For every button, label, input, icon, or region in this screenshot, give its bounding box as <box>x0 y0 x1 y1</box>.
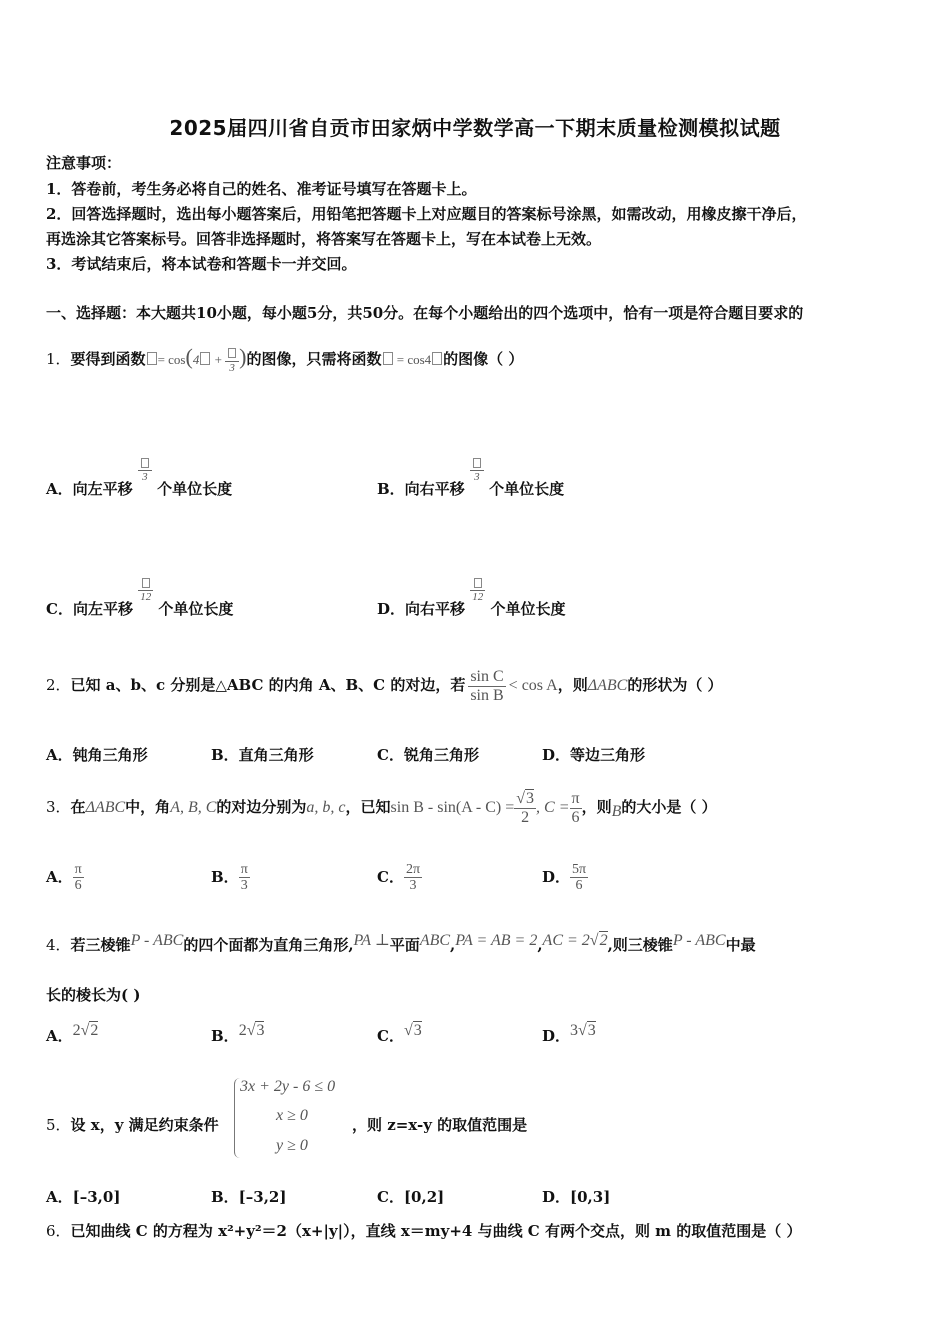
question-2 <box>46 668 723 704</box>
q1-text-post: 的图像（ ） <box>443 350 524 368</box>
q3-d-den: 6 <box>575 878 583 894</box>
q4-text-3: 平面 <box>389 936 420 954</box>
q4-b-coef: 2 <box>238 1022 247 1039</box>
notice-item-2b: 再选涂其它答案标号。回答非选择题时，将答案写在答题卡上，写在本试卷上无效。 <box>46 230 602 248</box>
q3-a-den: 6 <box>74 878 82 894</box>
q1-c-unit: 个单位长度 <box>158 600 234 619</box>
q3-text-2: 中，角 <box>125 798 171 817</box>
q3-d-num: 5π <box>572 862 587 877</box>
q2-text: 已知 a、b、c 分别是△ABC 的内角 A、B、C 的对边，若 <box>70 676 466 695</box>
q2-option-c[interactable]: C．锐角三角形 <box>377 746 479 764</box>
q3-var-b: B <box>611 803 622 821</box>
q1-d-den: 12 <box>472 591 484 604</box>
q1-cos: = cos <box>157 352 186 367</box>
q2-text-mid: ，则 <box>557 676 588 695</box>
section-1-heading: 一、选择题：本大题共10小题，每小题5分，共50分。在每个小题给出的四个选项中，恰有一项是符合题目要求的 <box>46 304 804 322</box>
q3-d-label: D． <box>542 867 571 886</box>
q1-a-label: A．向左平移 <box>46 480 133 499</box>
q4-condition-2: AC = 2 <box>542 932 590 949</box>
q4-a-root: 2 <box>90 1022 99 1039</box>
q3-text-1: 在 <box>70 798 86 817</box>
q1-frac-den: 3 <box>229 361 235 374</box>
q4-b-root: 3 <box>256 1022 265 1039</box>
q4-b-label: B． <box>211 1027 239 1045</box>
q1-c-den: 12 <box>140 591 152 604</box>
q3-b-den: 3 <box>240 878 248 894</box>
q1-cos4: = cos4 <box>393 352 432 367</box>
placeholder-box-icon <box>141 458 149 468</box>
q4-plane: ABC <box>419 932 451 949</box>
q4-option-a[interactable]: A．2√2 <box>46 1022 99 1045</box>
q4-c-root: 3 <box>413 1022 422 1039</box>
q5-option-d[interactable]: D．[0,3] <box>542 1188 611 1206</box>
question-1: 1．要得到函数 = cos(4 + 3 )的图像，只需将函数 = cos4 的图像（ ） <box>46 344 524 374</box>
q4-perp: PA ⊥ <box>353 932 390 949</box>
q2-frac-den: sin B <box>470 686 504 704</box>
question-number: 1． <box>46 350 71 368</box>
q4-d-root: 3 <box>587 1022 596 1039</box>
q1-a-unit: 个单位长度 <box>157 480 233 499</box>
q5-constraint-1: 3x + 2y - 6 ≤ 0 <box>240 1078 336 1095</box>
q4-option-c[interactable]: C．√3 <box>377 1022 422 1045</box>
q3-sides: a, b, c <box>306 799 346 817</box>
q1-text-pre: 要得到函数 <box>70 350 146 368</box>
q3-b-num: π <box>240 862 248 877</box>
q1-b-unit: 个单位长度 <box>489 480 565 499</box>
placeholder-box-icon <box>383 352 393 365</box>
placeholder-box-icon <box>474 578 482 588</box>
q3-a-label: A． <box>46 867 73 886</box>
q3-b-label: B． <box>211 867 239 886</box>
question-number: 5． <box>46 1116 71 1134</box>
q1-d-label: D．向右平移 <box>377 600 466 619</box>
q1-text-mid: 的图像，只需将函数 <box>246 350 382 368</box>
q3-c-def: , C = <box>536 799 570 817</box>
q5-text-1: 设 x，y 满足约束条件 <box>70 1116 219 1134</box>
notice-item-3: 3．考试结束后，将本试卷和答题卡一并交回。 <box>46 255 357 273</box>
question-number: 6． <box>46 1222 71 1240</box>
question-5 <box>46 1114 219 1135</box>
q2-option-d[interactable]: D．等边三角形 <box>542 746 646 764</box>
q3-c-den: 3 <box>409 878 417 894</box>
q1-plus: + <box>211 352 226 367</box>
question-number: 3． <box>46 798 71 817</box>
q1-a-den: 3 <box>142 471 148 484</box>
question-6 <box>46 1220 802 1241</box>
q2-option-a[interactable]: A．钝角三角形 <box>46 746 148 764</box>
q4-text-2: 的四个面都为直角三角形, <box>183 936 354 954</box>
q3-option-a[interactable] <box>46 862 84 894</box>
q3-triangle: ΔABC <box>85 799 126 817</box>
q5-option-a[interactable]: A．[–3,0] <box>46 1188 121 1206</box>
q1-option-c[interactable] <box>46 578 233 619</box>
q2-frac-num: sin C <box>470 668 504 685</box>
q5-text-2: ，则 z=x-y 的取值范围是 <box>352 1116 528 1134</box>
q3-den-2: 2 <box>521 808 530 826</box>
q3-c-num: 2π <box>405 862 421 877</box>
q3-a-num: π <box>74 862 82 877</box>
placeholder-box-icon <box>147 352 157 365</box>
q3-option-d[interactable] <box>542 862 588 894</box>
q4-text-5: 中最 <box>725 936 756 954</box>
q4-text-1: 若三棱锥 <box>70 936 131 954</box>
q4-condition-1: PA = AB = 2 <box>455 932 538 949</box>
q3-text-6: 的大小是（ ） <box>621 798 717 817</box>
q4-pyramid: P - ABC <box>130 932 184 949</box>
q5-option-b[interactable]: B．[–3,2] <box>211 1188 287 1206</box>
q4-d-coef: 3 <box>570 1022 579 1039</box>
question-4: 4．若三棱锥P - ABC的四个面都为直角三角形,PA ⊥平面ABC,PA = AB = 2,AC = 2√2,则三棱锥P - ABC中最 <box>46 932 756 954</box>
q1-option-b[interactable] <box>377 458 564 499</box>
q1-option-a[interactable] <box>46 458 232 499</box>
notice-item-2a: 2．回答选择题时，选出每小题答案后，用铅笔把答题卡上对应题目的答案标号涂黑，如需改动，用橡皮擦干净后， <box>46 205 807 223</box>
placeholder-box-icon <box>200 352 210 365</box>
q4-d-label: D． <box>542 1027 571 1045</box>
question-3: 3．在ΔABC中，角A, B, C的对边分别为a, b, c，已知sin B - sin(A - C) = $\frac{√3}{2}$ , C = $\frac{\pi}{6}$ ，则B的大小是（ ） <box>46 790 717 826</box>
q3-sqrt-num: 3 <box>526 790 535 807</box>
q3-text-4: ，已知 <box>345 798 391 817</box>
page-title: 2025届四川省自贡市田家炳中学数学高一下期末质量检测模拟试题 <box>169 116 781 140</box>
q1-b-den: 3 <box>474 471 480 484</box>
placeholder-box-icon <box>473 458 481 468</box>
q3-den-6: 6 <box>571 808 580 826</box>
q4-option-d[interactable]: D．3√3 <box>542 1022 596 1045</box>
q3-angles: A, B, C <box>170 799 217 817</box>
q4-condition-2-root: 2 <box>599 932 608 949</box>
q1-d-unit: 个单位长度 <box>490 600 566 619</box>
question-number: 2． <box>46 676 71 695</box>
placeholder-box-icon <box>142 578 150 588</box>
q3-option-c[interactable] <box>377 862 422 894</box>
q4-pyramid-2: P - ABC <box>672 932 726 949</box>
q5-constraint-2: x ≥ 0 <box>276 1107 308 1124</box>
q4-a-coef: 2 <box>72 1022 81 1039</box>
notice-item-1: 1．答卷前，考生务必将自己的姓名、准考证号填写在答题卡上。 <box>46 180 477 198</box>
question-number: 4． <box>46 936 71 954</box>
q4-text-4: ,则三棱锥 <box>607 936 673 954</box>
q2-relation: < cos A <box>508 677 558 695</box>
q4-c-label: C． <box>377 1027 404 1045</box>
placeholder-box-icon <box>432 352 442 365</box>
q2-text-post: 的形状为（ ） <box>627 676 723 695</box>
q3-c-label: C． <box>377 867 404 886</box>
q5-option-c[interactable]: C．[0,2] <box>377 1188 445 1206</box>
q2-triangle: ΔABC <box>587 677 628 695</box>
q2-option-b[interactable]: B．直角三角形 <box>211 746 314 764</box>
q5-constraint-3: y ≥ 0 <box>276 1137 308 1154</box>
q4-a-label: A． <box>46 1027 73 1045</box>
q3-text-3: 的对边分别为 <box>216 798 307 817</box>
notice-heading: 注意事项： <box>46 154 122 172</box>
placeholder-box-icon <box>228 348 236 358</box>
q1-b-label: B．向右平移 <box>377 480 465 499</box>
q1-c-label: C．向左平移 <box>46 600 133 619</box>
q3-text-5: ，则 <box>581 798 612 817</box>
q1-four: 4 <box>192 352 200 367</box>
q6-text: 已知曲线 C 的方程为 x²+y²＝2（x+|y|），直线 x＝my+4 与曲线 C 有两个交点，则 m 的取值范围是（ ） <box>70 1222 802 1240</box>
q1-option-d[interactable] <box>377 578 566 619</box>
q4-line-2: 长的棱长为( ) <box>46 986 141 1004</box>
q4-option-b[interactable]: B．2√3 <box>211 1022 265 1045</box>
q3-option-b[interactable] <box>211 862 250 894</box>
q3-pi: π <box>571 790 580 807</box>
q3-expression: sin B - sin(A - C) = <box>390 799 515 817</box>
